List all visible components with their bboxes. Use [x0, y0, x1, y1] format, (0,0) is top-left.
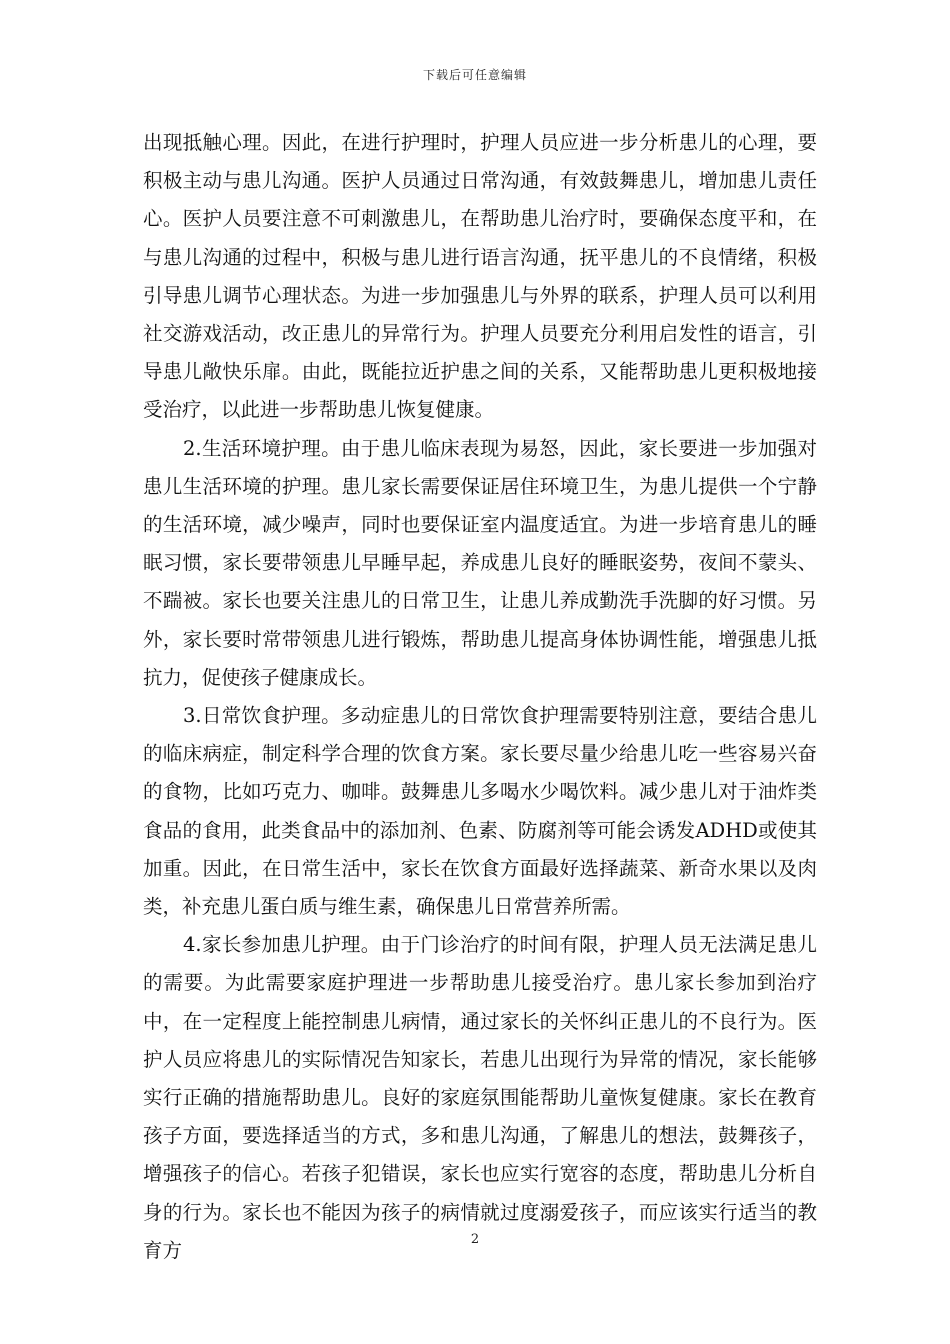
- paragraph-living-environment-care: 2.生活环境护理。由于患儿临床表现为易怒，因此，家长要进一步加强对患儿生活环境的护理。患儿家长需要保证居住环境卫生，为患儿提供一个宁静的生活环境，减少噪声，同时也要保证室内温度适宜。为进一步培育患儿的睡眠习惯，家长要带领患儿早睡早起，养成患儿良好的睡眠姿势，夜间不蒙头、不踹被。家长也要关注患儿的日常卫生，让患儿养成勤洗手洗脚的好习惯。另外，家长要时常带领患儿进行锻炼，帮助患儿提高身体协调性能，增强患儿抵抗力，促使孩子健康成长。: [143, 436, 817, 689]
- page-number: 2: [470, 1232, 480, 1247]
- paragraph-parent-participation: 4.家长参加患儿护理。由于门诊治疗的时间有限，护理人员无法满足患儿的需要。为此需要家庭护理进一步帮助患儿接受治疗。患儿家长参加到治疗中，在一定程度上能控制患儿病情，通过家长的关怀纠正患儿的不良行为。医护人员应将患儿的实际情况告知家长，若患儿出现行为异常的情况，家长能够实行正确的措施帮助患儿。良好的家庭氛围能帮助儿童恢复健康。家长在教育孩子方面，要选择适当的方式，多和患儿沟通，了解患儿的想法，鼓舞孩子，增强孩子的信心。若孩子犯错误，家长也应实行宽容的态度，帮助患儿分析自身的行为。家长也不能因为孩子的病情就过度溺爱孩子，而应该实行适当的教育方: [143, 933, 817, 1262]
- paragraph-diet-care: 3.日常饮食护理。多动症患儿的日常饮食护理需要特别注意，要结合患儿的临床病症，制定科学合理的饮食方案。家长要尽量少给患儿吃一些容易兴奋的食物，比如巧克力、咖啡。鼓舞患儿多喝水少喝饮料。减少患儿对于油炸类食品的食用，此类食品中的添加剂、色素、防腐剂等可能会诱发ADHD或使其加重。因此，在日常生活中，家长在饮食方面最好选择蔬菜、新奇水果以及肉类，补充患儿蛋白质与维生素，确保患儿日常营养所需。: [143, 704, 817, 919]
- document-body: [143, 124, 817, 1270]
- paragraph-psychological-care: 出现抵触心理。因此，在进行护理时，护理人员应进一步分析患儿的心理，要积极主动与患儿沟通。医护人员通过日常沟通，有效鼓舞患儿，增加患儿责任心。医护人员要注意不可刺激患儿，在帮助患儿治疗时，要确保态度平和，在与患儿沟通的过程中，积极与患儿进行语言沟通，抚平患儿的不良情绪，积极引导患儿调节心理状态。为进一步加强患儿与外界的联系，护理人员可以利用社交游戏活动，改正患儿的异常行为。护理人员要充分利用启发性的语言，引导患儿敞快乐扉。由此，既能拉近护患之间的关系，又能帮助患儿更积极地接受治疗，以此进一步帮助患儿恢复健康。: [143, 131, 817, 422]
- page-header: 下载后可任意编辑: [422, 68, 527, 82]
